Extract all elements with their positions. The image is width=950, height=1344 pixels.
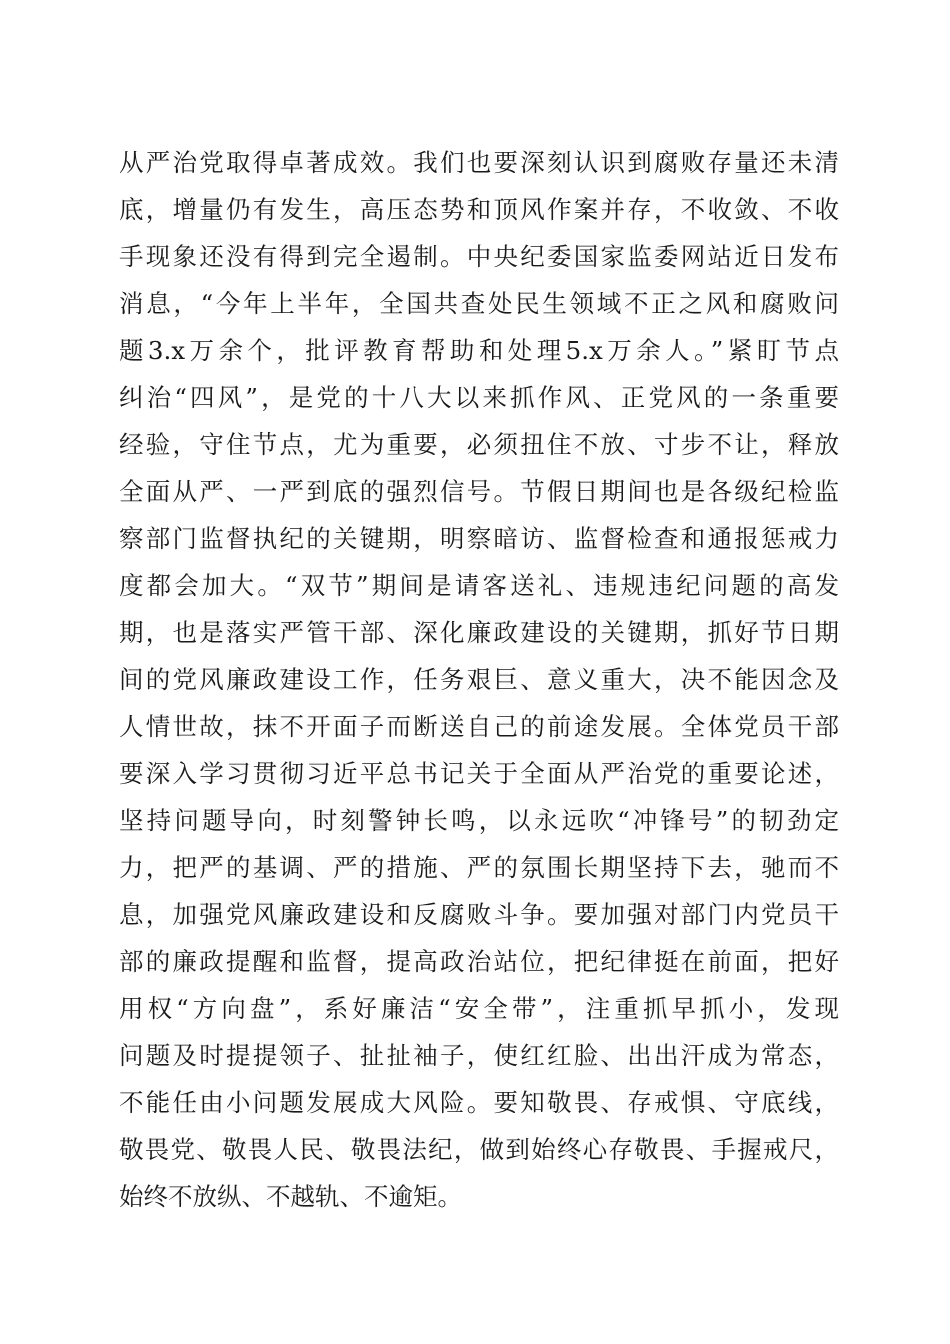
paragraph-line: 人情世故，抹不开面子而断送自己的前途发展。全体党员干部 xyxy=(119,712,839,741)
paragraph-line: 全面从严、一严到底的强烈信号。节假日期间也是各级纪检监 xyxy=(119,477,839,506)
paragraph-line: 要深入学习贯彻习近平总书记关于全面从严治党的重要论述， xyxy=(119,759,839,788)
paragraph-line: 力，把严的基调、严的措施、严的氛围长期坚持下去，驰而不 xyxy=(119,853,839,882)
paragraph-line: 底，增量仍有发生，高压态势和顶风作案并存，不收敛、不收 xyxy=(119,195,839,224)
paragraph-line: 不能任由小问题发展成大风险。要知敬畏、存戒惧、守底线， xyxy=(119,1088,839,1117)
paragraph-line: 从严治党取得卓著成效。我们也要深刻认识到腐败存量还未清 xyxy=(119,148,839,177)
paragraph-line: 经验，守住节点，尤为重要，必须扭住不放、寸步不让，释放 xyxy=(119,430,839,459)
paragraph-line: 度都会加大。“双节”期间是请客送礼、违规违纪问题的高发 xyxy=(119,571,839,600)
paragraph-line: 敬畏党、敬畏人民、敬畏法纪，做到始终心存敬畏、手握戒尺， xyxy=(119,1135,839,1164)
paragraph-line: 纠治“四风”，是党的十八大以来抓作风、正党风的一条重要 xyxy=(119,383,839,412)
paragraph-line: 间的党风廉政建设工作，任务艰巨、意义重大，决不能因念及 xyxy=(119,665,839,694)
paragraph-line: 消息，“今年上半年，全国共查处民生领域不正之风和腐败问 xyxy=(119,289,839,318)
paragraph-line: 息，加强党风廉政建设和反腐败斗争。要加强对部门内党员干 xyxy=(119,900,839,929)
paragraph-line: 问题及时提提领子、扯扯袖子，使红红脸、出出汗成为常态， xyxy=(119,1041,839,1070)
body-paragraph xyxy=(119,139,839,1220)
paragraph-line: 始终不放纵、不越轨、不逾矩。 xyxy=(119,1182,462,1211)
paragraph-line: 坚持问题导向，时刻警钟长鸣，以永远吹“冲锋号”的韧劲定 xyxy=(119,806,839,835)
paragraph-line: 题3.x万余个，批评教育帮助和处理5.x万余人。”紧盯节点 xyxy=(119,336,839,365)
paragraph-line: 期，也是落实严管干部、深化廉政建设的关键期，抓好节日期 xyxy=(119,618,839,647)
paragraph-line: 察部门监督执纪的关键期，明察暗访、监督检查和通报惩戒力 xyxy=(119,524,839,553)
paragraph-line: 用权“方向盘”，系好廉洁“安全带”，注重抓早抓小，发现 xyxy=(119,994,839,1023)
paragraph-line: 手现象还没有得到完全遏制。中央纪委国家监委网站近日发布 xyxy=(119,242,839,271)
paragraph-line: 部的廉政提醒和监督，提高政治站位，把纪律挺在前面，把好 xyxy=(119,947,839,976)
